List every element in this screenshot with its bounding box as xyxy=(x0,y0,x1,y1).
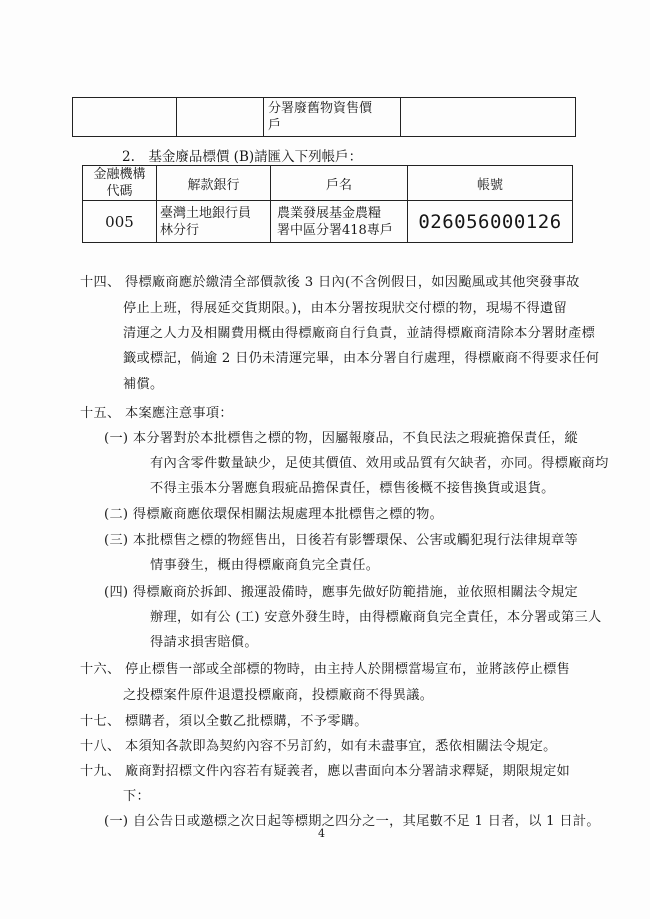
cell-name xyxy=(271,201,408,243)
section2-heading: 2. 基金廢品標價 (B)請匯入下列帳戶： xyxy=(122,149,363,165)
top-table-cell-3 xyxy=(264,98,401,137)
clause-17: 十七、 標購者，須以全數乙批標購，不予零購。 xyxy=(80,714,368,729)
clause-15-item-4-line-1: (四) 得標廠商於拆卸、搬運設備時，應事先做好防範措施，並依照相關法令規定 xyxy=(104,585,578,600)
clause-14-line-3: 清運之人力及相關費用概由得標廠商自行負責，並請得標廠商清除本分署財產標 xyxy=(123,326,596,341)
clause-15-item-2: (二) 得標廠商應依環保相關法規處理本批標售之標的物。 xyxy=(104,507,444,522)
clause-19-line-2: 下： xyxy=(123,789,150,804)
cell-bank-line1: 臺灣土地銀行員 xyxy=(160,205,252,221)
top-table-cell-2 xyxy=(177,98,264,137)
cell-account: 026056000126 xyxy=(408,201,573,243)
clause-15-item-3-line-1: (三) 本批標售之標的物經售出，日後若有影響環保、公害或觸犯現行法律規章等 xyxy=(104,533,578,548)
header-bank: 解款銀行 xyxy=(157,166,271,201)
clause-14-line-4: 籤或標記，倘逾 2 日仍未清運完畢，由本分署自行處理，得標廠商不得要求任何 xyxy=(123,351,600,366)
header-code-line1: 金融機構 xyxy=(93,167,146,182)
account-table xyxy=(82,165,573,243)
top-table-cell-1 xyxy=(73,98,177,137)
header-code-line2: 代碼 xyxy=(106,184,133,199)
clause-15-item-4-line-2: 辦理，如有公 (工) 安意外發生時，由得標廠商負完全責任，本分署或第三人 xyxy=(150,610,602,625)
cell-bank xyxy=(157,201,271,243)
header-code xyxy=(83,166,157,201)
clause-15-item-1-line-2: 有內含零件數量缺少，足使其價值、效用或品質有欠缺者，亦同。得標廠商均 xyxy=(150,456,609,471)
clause-15-item-1-line-1: (一) 本分署對於本批標售之標的物，因屬報廢品，不負民法之瑕疵擔保責任，縱 xyxy=(104,431,578,446)
top-table-text-line2: 戶 xyxy=(268,118,282,133)
page-number: 4 xyxy=(318,827,325,840)
clause-15-heading: 十五、 本案應注意事項： xyxy=(80,406,233,421)
clause-18: 十八、 本須知各款即為契約內容不另訂約，如有未盡事宜，悉依相關法令規定。 xyxy=(80,739,557,754)
top-table-text-line1: 分署廢舊物資售價 xyxy=(268,101,373,116)
clause-15-item-1-line-3: 不得主張本分署應負瑕疵品擔保責任，標售後概不接售換貨或退貨。 xyxy=(150,481,555,496)
clause-16-line-1: 十六、 停止標售一部或全部標的物時，由主持人於開標當場宣布，並將該停止標售 xyxy=(80,662,571,677)
top-table-cell-4 xyxy=(401,98,576,137)
clause-15-item-4-line-3: 得請求損害賠償。 xyxy=(150,635,258,650)
clause-19-item-1: (一) 自公告日或邀標之次日起等標期之四分之一，其尾數不足 1 日者，以 1 日計。 xyxy=(104,814,600,829)
cell-name-line1: 農業發展基金農糧 xyxy=(277,205,382,221)
clause-14-line-5: 補償。 xyxy=(123,377,164,392)
header-name: 戶名 xyxy=(271,166,408,201)
clause-14-line-1: 十四、 得標廠商應於繳清全部價款後 3 日內(不含例假日，如因颱風或其他突發事故 xyxy=(80,275,580,290)
clause-19-line-1: 十九、 廠商對招標文件內容若有疑義者，應以書面向本分署請求釋疑，期限規定如 xyxy=(80,764,571,779)
cell-code: 005 xyxy=(83,201,157,243)
clause-16-line-2: 之投標案件原件退還投標廠商，投標廠商不得異議。 xyxy=(123,688,434,703)
cell-name-line2: 署中區分署418專戶 xyxy=(277,222,393,238)
header-account: 帳號 xyxy=(408,166,573,201)
cell-bank-line2: 林分行 xyxy=(160,222,200,238)
top-table-fragment xyxy=(72,97,576,137)
clause-14-line-2: 停止上班，得展延交貨期限。)，由本分署按現狀交付標的物，現場不得遺留 xyxy=(123,301,567,316)
clause-15-item-3-line-2: 情事發生，概由得標廠商負完全責任。 xyxy=(150,558,380,573)
